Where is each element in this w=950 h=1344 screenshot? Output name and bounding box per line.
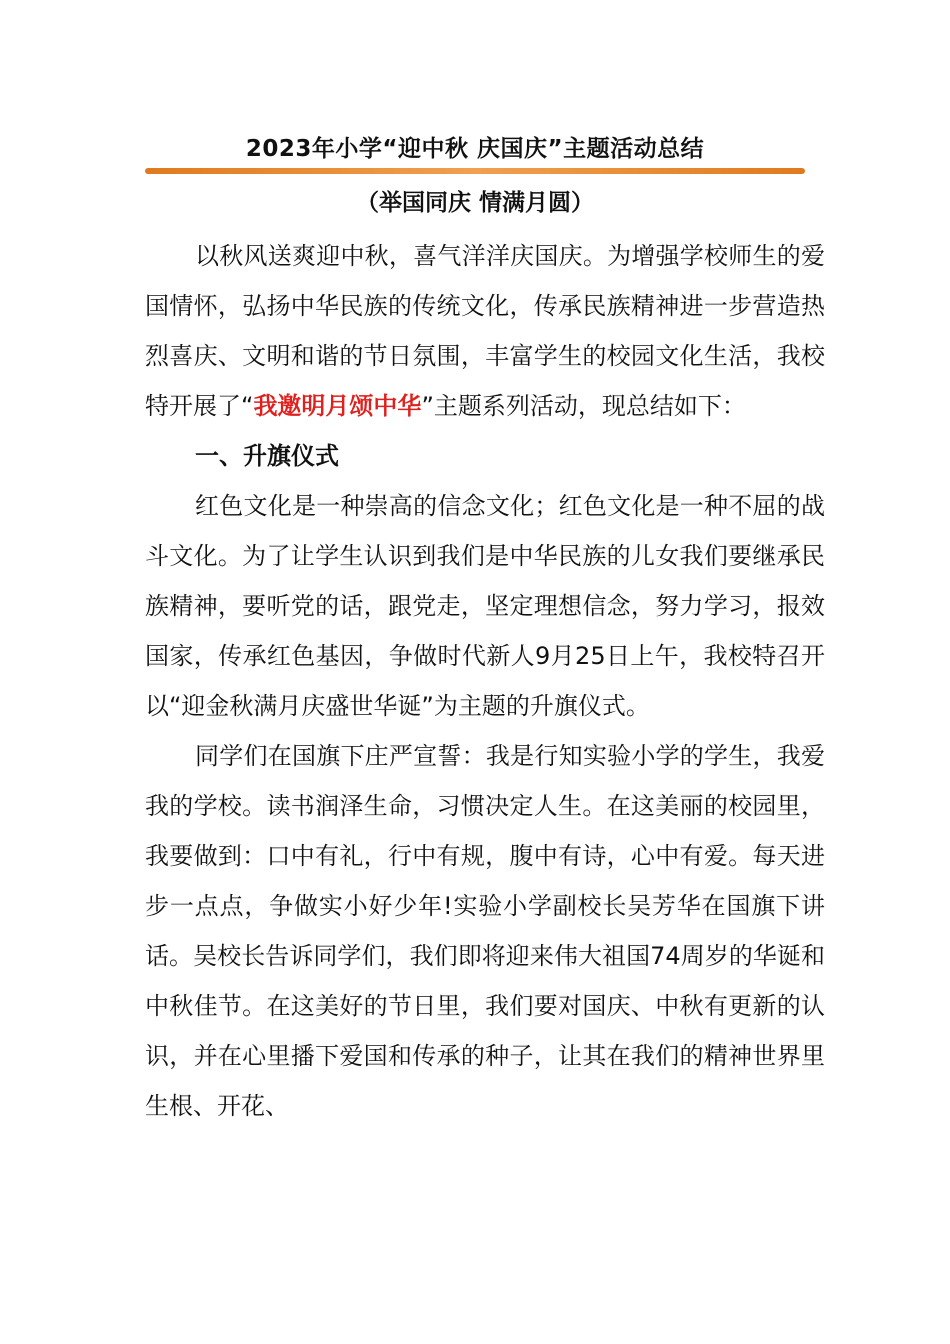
document-subtitle: （举国同庆 情满月圆） [355, 190, 594, 216]
intro-text-start: 以秋风送爽迎中秋，喜气洋洋庆国庆。为增强学校师生的爱国情怀，弘扬中华民族的传统文化，传承民族精神进一步营造热烈喜庆、文明和谐的节日氛围，丰富学生的校园文化生活，我校特开展了“ [145, 242, 825, 420]
document-body [145, 231, 825, 1131]
title-underline [145, 168, 805, 174]
section-paragraph-2: 同学们在国旗下庄严宣誓：我是行知实验小学的学生，我爱我的学校。读书润泽生命，习惯决定人生。在这美丽的校园里，我要做到：口中有礼，行中有规，腹中有诗，心中有爱。每天进步一点点，争做实小好少年!实验小学副校长吴芳华在国旗下讲话。吴校长告诉同学们，我们即将迎来伟大祖国74周岁的华诞和中秋佳节。在这美好的节日里，我们要对国庆、中秋有更新的认识，并在心里播下爱国和传承的种子，让其在我们的精神世界里生根、开花、 [145, 742, 825, 1120]
highlighted-theme: 我邀明月颂中华 [253, 392, 422, 420]
section-heading: 一、升旗仪式 [195, 442, 339, 470]
intro-paragraph [145, 231, 825, 431]
intro-text-end: ”主题系列活动，现总结如下： [421, 392, 746, 420]
section-paragraph-1: 红色文化是一种崇高的信念文化；红色文化是一种不屈的战斗文化。为了让学生认识到我们是中华民族的儿女我们要继承民族精神，要听党的话，跟党走，坚定理想信念，努力学习，报效国家，传承红色基因，争做时代新人9月25日上午，我校特召开以“迎金秋满月庆盛世华诞”为主题的升旗仪式。 [145, 492, 825, 720]
document-title: 2023年小学“迎中秋 庆国庆”主题活动总结 [245, 136, 705, 162]
